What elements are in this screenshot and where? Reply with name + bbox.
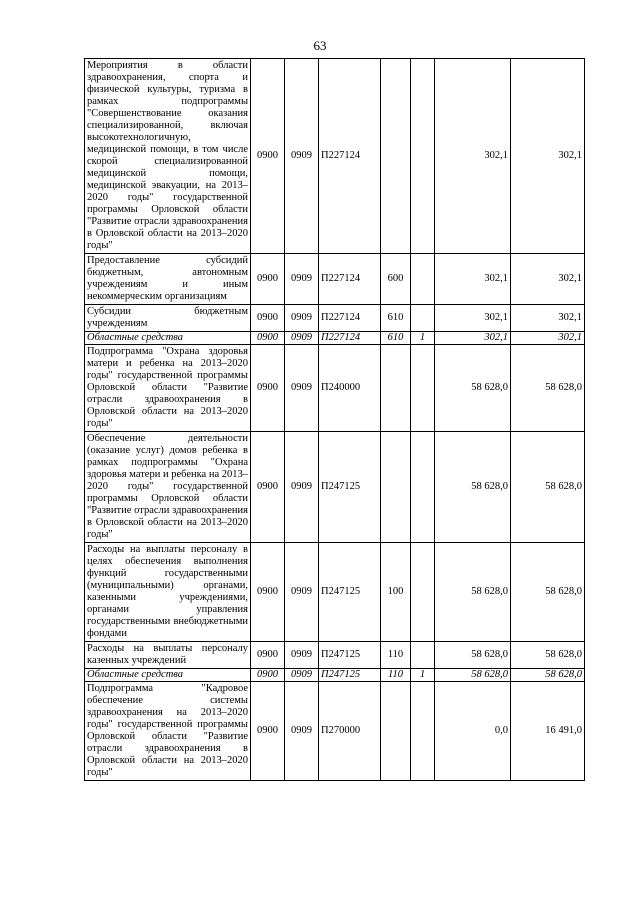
amount-cell-1: 302,1 [435,254,511,305]
subsection-code-cell: 0909 [285,254,319,305]
row-name-cell: Расходы на выплаты персоналу казенных учреждений [85,642,251,669]
amount-cell-2: 58 628,0 [511,669,585,682]
table-row [85,345,585,432]
target-article-cell: П227124 [319,332,381,345]
table-row [85,305,585,332]
budget-table-body [85,59,585,781]
funding-source-cell [411,642,435,669]
expense-type-cell: 610 [381,332,411,345]
amount-cell-1: 302,1 [435,305,511,332]
section-code-cell: 0900 [251,642,285,669]
funding-source-cell: 1 [411,669,435,682]
funding-source-cell [411,59,435,254]
expense-type-cell [381,59,411,254]
amount-cell-1: 58 628,0 [435,543,511,642]
row-name-cell: Областные средства [85,669,251,682]
expense-type-cell: 110 [381,642,411,669]
amount-cell-2: 58 628,0 [511,345,585,432]
section-code-cell: 0900 [251,332,285,345]
subsection-code-cell: 0909 [285,432,319,543]
table-row [85,543,585,642]
table-row [85,432,585,543]
amount-cell-2: 302,1 [511,305,585,332]
row-name-cell: Подпрограмма "Кадровое обеспечение системы здравоохранения на 2013–2020 годы" государственной программы Орловской области "Развитие отрасли здравоохранения в Орловской области на 2013–2020 годы" [85,682,251,781]
row-name-cell: Мероприятия в области здравоохранения, спорта и физической культуры, туризма в рамках подпрограммы "Совершенствование оказания специализированной, включая высокотехнологичную, медицинской помощи, в том числе скорой специализированной медицинской помощи, медицинской эвакуации, на 2013–2020 годы" государственной программы Орловской области "Развитие отрасли здравоохранения в Орловской области на 2013–2020 годы" [85,59,251,254]
table-row [85,642,585,669]
target-article-cell: П247125 [319,669,381,682]
row-name-cell: Областные средства [85,332,251,345]
expense-type-cell: 110 [381,669,411,682]
subsection-code-cell: 0909 [285,332,319,345]
amount-cell-2: 302,1 [511,254,585,305]
amount-cell-1: 58 628,0 [435,669,511,682]
amount-cell-1: 302,1 [435,332,511,345]
section-code-cell: 0900 [251,543,285,642]
target-article-cell: П240000 [319,345,381,432]
amount-cell-2: 16 491,0 [511,682,585,781]
amount-cell-1: 302,1 [435,59,511,254]
amount-cell-1: 0,0 [435,682,511,781]
subsection-code-cell: 0909 [285,59,319,254]
subsection-code-cell: 0909 [285,305,319,332]
funding-source-cell: 1 [411,332,435,345]
expense-type-cell [381,432,411,543]
table-row [85,59,585,254]
target-article-cell: П247125 [319,543,381,642]
subsection-code-cell: 0909 [285,669,319,682]
funding-source-cell [411,543,435,642]
target-article-cell: П247125 [319,642,381,669]
row-name-cell: Расходы на выплаты персоналу в целях обеспечения выполнения функций государственными (муниципальными) органами, казенными учреждениями, органами управления государственными внебюджетными фондами [85,543,251,642]
row-name-cell: Подпрограмма "Охрана здоровья матери и ребенка на 2013–2020 годы" государственной программы Орловской области "Развитие отрасли здравоохранения в Орловской области на 2013–2020 годы" [85,345,251,432]
funding-source-cell [411,254,435,305]
row-name-cell: Предоставление субсидий бюджетным, автономным учреждениям и иным некоммерческим организациям [85,254,251,305]
funding-source-cell [411,345,435,432]
row-name-cell: Субсидии бюджетным учреждениям [85,305,251,332]
table-row [85,669,585,682]
expense-type-cell: 610 [381,305,411,332]
table-row [85,682,585,781]
target-article-cell: П227124 [319,59,381,254]
amount-cell-1: 58 628,0 [435,642,511,669]
funding-source-cell [411,432,435,543]
amount-cell-1: 58 628,0 [435,432,511,543]
subsection-code-cell: 0909 [285,642,319,669]
table-row [85,254,585,305]
funding-source-cell [411,305,435,332]
budget-table [84,58,585,781]
target-article-cell: П270000 [319,682,381,781]
amount-cell-1: 58 628,0 [435,345,511,432]
section-code-cell: 0900 [251,59,285,254]
section-code-cell: 0900 [251,305,285,332]
subsection-code-cell: 0909 [285,682,319,781]
section-code-cell: 0900 [251,432,285,543]
section-code-cell: 0900 [251,682,285,781]
subsection-code-cell: 0909 [285,345,319,432]
expense-type-cell: 100 [381,543,411,642]
amount-cell-2: 302,1 [511,59,585,254]
expense-type-cell [381,345,411,432]
section-code-cell: 0900 [251,669,285,682]
target-article-cell: П227124 [319,254,381,305]
target-article-cell: П247125 [319,432,381,543]
row-name-cell: Обеспечение деятельности (оказание услуг) домов ребенка в рамках подпрограммы "Охрана здоровья матери и ребенка на 2013–2020 годы" государственной программы Орловской области "Развитие отрасли здравоохранения в Орловской области на 2013–2020 годы" [85,432,251,543]
page-number: 63 [313,38,327,53]
section-code-cell: 0900 [251,254,285,305]
subsection-code-cell: 0909 [285,543,319,642]
amount-cell-2: 58 628,0 [511,642,585,669]
expense-type-cell: 600 [381,254,411,305]
section-code-cell: 0900 [251,345,285,432]
funding-source-cell [411,682,435,781]
amount-cell-2: 58 628,0 [511,432,585,543]
amount-cell-2: 58 628,0 [511,543,585,642]
expense-type-cell [381,682,411,781]
table-row [85,332,585,345]
target-article-cell: П227124 [319,305,381,332]
amount-cell-2: 302,1 [511,332,585,345]
